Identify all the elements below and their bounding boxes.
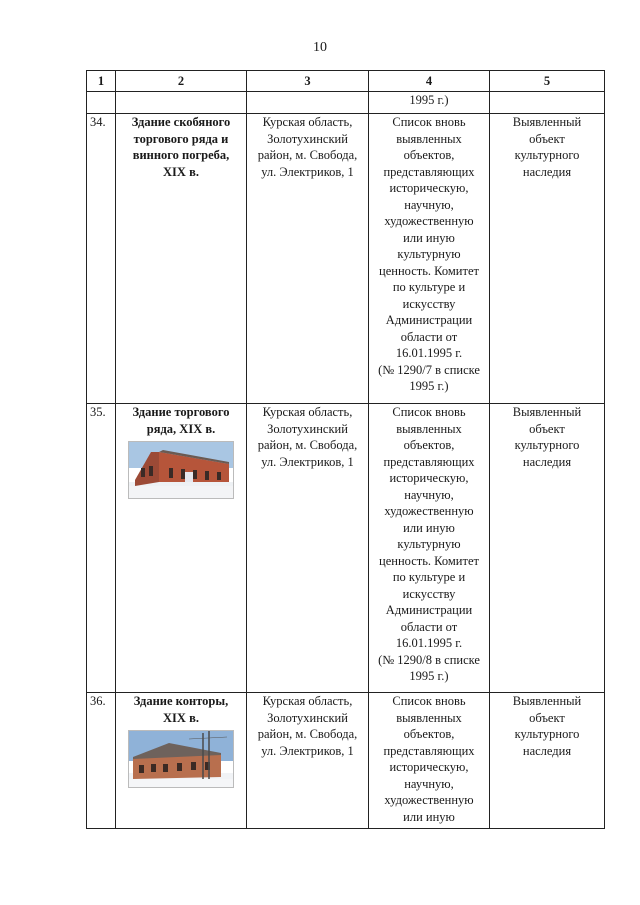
document-line: 16.01.1995 г. (395, 636, 463, 650)
status-line: наследия (522, 743, 572, 758)
document-line: объектов, (403, 727, 455, 741)
document-line: научную, (404, 487, 454, 502)
status-line: культурного (514, 148, 580, 162)
row-number: 34. (87, 114, 116, 404)
continuation-cell-5 (490, 92, 605, 114)
status-line: наследия (522, 164, 572, 179)
object-address (247, 114, 369, 404)
address-line: район, м. Свобода, (257, 727, 358, 741)
row-number: 35. (87, 404, 116, 693)
heritage-objects-table (86, 70, 605, 829)
object-name-line: Здание конторы, (133, 694, 229, 708)
object-status (490, 404, 605, 693)
document-line: культурную (397, 247, 461, 261)
address-line: Курская область, (262, 405, 353, 419)
status-line: культурного (514, 727, 580, 741)
object-address (247, 693, 369, 829)
document-line: научную, (404, 197, 454, 212)
document-line: ценность. Комитет (379, 263, 479, 278)
status-line: Выявленный (512, 115, 582, 129)
document-line: Администрации (385, 603, 473, 617)
address-line: ул. Электриков, 1 (261, 454, 354, 469)
object-address (247, 404, 369, 693)
registration-document (369, 114, 490, 404)
object-name-line: XIX в. (163, 710, 199, 725)
registration-document (369, 404, 490, 693)
table-row (87, 404, 605, 693)
document-line: по культуре и (392, 280, 466, 294)
registration-document (369, 693, 490, 829)
continuation-row (87, 92, 605, 114)
table-row (87, 693, 605, 829)
status-line: объект (529, 131, 565, 146)
object-name-line: торгового ряда и (133, 131, 229, 146)
document-line: выявленных (396, 710, 462, 725)
document-line: художественную (384, 504, 474, 518)
page-number: 10 (313, 40, 327, 55)
column-header-4: 4 (369, 71, 490, 92)
continuation-cell-2 (116, 92, 247, 114)
document-line: историческую, (389, 760, 469, 774)
document-line: объектов, (403, 148, 455, 162)
document-line: художественную (384, 793, 474, 807)
document-line: (№ 1290/8 в списке (378, 652, 480, 667)
document-line: представляющих (383, 454, 475, 469)
document-line: по культуре и (392, 570, 466, 584)
column-header-3: 3 (247, 71, 369, 92)
object-status (490, 693, 605, 829)
address-line: Золотухинский (267, 710, 348, 725)
object-name-line: Здание скобяного (131, 115, 231, 129)
status-line: Выявленный (512, 405, 582, 419)
status-line: объект (529, 710, 565, 725)
row-number: 36. (87, 693, 116, 829)
document-line: или иную (403, 520, 455, 535)
column-header-2: 2 (116, 71, 247, 92)
continuation-cell-3 (247, 92, 369, 114)
building-photo (128, 441, 234, 499)
document-line: объектов, (403, 438, 455, 452)
document-line: Администрации (385, 313, 473, 327)
status-line: объект (529, 421, 565, 436)
address-line: Курская область, (262, 115, 353, 129)
address-line: Золотухинский (267, 421, 348, 436)
address-line: Золотухинский (267, 131, 348, 146)
status-line: Выявленный (512, 694, 582, 708)
document-line: выявленных (396, 131, 462, 146)
document-line: художественную (384, 214, 474, 228)
status-line: культурного (514, 438, 580, 452)
document-line: 16.01.1995 г. (395, 346, 463, 360)
document-line: Список вновь (392, 694, 466, 708)
document-line: историческую, (389, 471, 469, 485)
object-name-line: XIX в. (163, 164, 199, 179)
document-line: культурную (397, 537, 461, 551)
object-name (116, 693, 247, 829)
document-line: представляющих (383, 743, 475, 758)
document-line: представляющих (383, 164, 475, 179)
object-name-line: винного погреба, (132, 148, 230, 162)
document-line: искусству (402, 296, 456, 311)
document-line: области от (400, 619, 458, 634)
document-line: научную, (404, 776, 454, 791)
object-name (116, 404, 247, 693)
address-line: район, м. Свобода, (257, 438, 358, 452)
document-line: (№ 1290/7 в списке (378, 362, 480, 377)
document-line: ценность. Комитет (379, 553, 479, 568)
address-line: Курская область, (262, 694, 353, 708)
document-line: области от (400, 329, 458, 344)
object-status (490, 114, 605, 404)
address-line: ул. Электриков, 1 (261, 743, 354, 758)
document-line: или иную (403, 230, 455, 245)
document-line: Список вновь (392, 405, 466, 419)
status-line: наследия (522, 454, 572, 469)
document-line: искусству (402, 586, 456, 601)
document-line: 1995 г.) (409, 379, 449, 393)
address-line: район, м. Свобода, (257, 148, 358, 162)
document-line: или иную (403, 809, 455, 824)
continuation-cell-4: 1995 г.) (369, 92, 490, 114)
document-line: историческую, (389, 181, 469, 195)
column-header-1: 1 (87, 71, 116, 92)
address-line: ул. Электриков, 1 (261, 164, 354, 179)
object-name (116, 114, 247, 404)
building-photo (128, 730, 234, 788)
column-header-5: 5 (490, 71, 605, 92)
document-line: Список вновь (392, 115, 466, 129)
object-name-line: ряда, XIX в. (146, 421, 216, 436)
document-line: выявленных (396, 421, 462, 436)
object-name-line: Здание торгового (132, 405, 230, 419)
table-header-row (87, 71, 605, 92)
document-line: 1995 г.) (409, 669, 449, 683)
table-row (87, 114, 605, 404)
continuation-cell-1 (87, 92, 116, 114)
